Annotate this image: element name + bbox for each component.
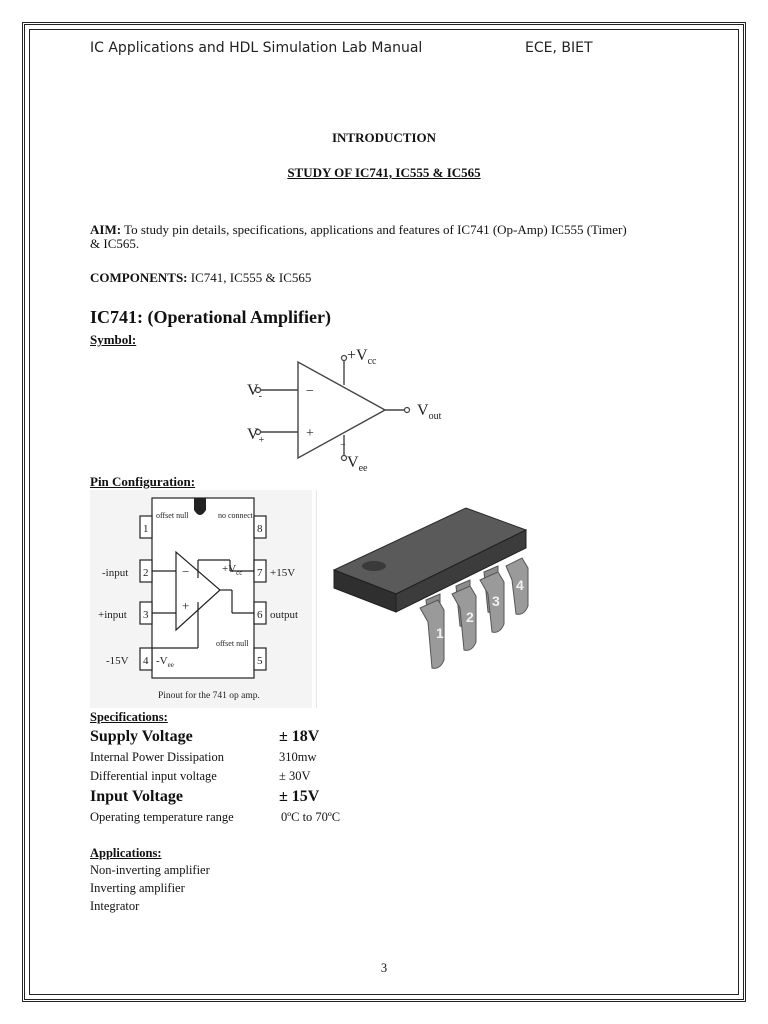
pin-1-inside-label: offset null [156,511,189,520]
aim-line-1 [90,222,627,238]
header-title: IC Applications and HDL Simulation Lab Manual [90,40,423,56]
components-label: COMPONENTS: [90,270,188,285]
pin-5-inside-label: offset null [216,639,249,648]
pinout-minus-sign: − [182,564,190,579]
chip-pin-1-number: 1 [436,625,444,641]
notch-mark [194,498,206,515]
v-plus-label: $V_+$ [247,426,265,446]
chip-pin-3-number: 3 [492,593,500,609]
pin-6-outside-label: output [270,609,299,621]
application-item: Inverting amplifier [90,881,185,895]
pin-5-number: 5 [257,655,263,667]
spec-power-dissipation-value: 310mw [279,750,317,764]
pin-1-number: 1 [143,523,149,535]
pin-4-outside-label: -15V [106,655,129,667]
spec-diff-input-voltage-name: Differential input voltage [90,769,217,783]
spec-power-dissipation-name: Internal Power Dissipation [90,750,225,764]
pin-config-label: Pin Configuration: [90,474,196,489]
spec-operating-temp-value: 0ºC to 70ºC [281,810,341,824]
spec-diff-input-voltage-value: ± 30V [279,769,311,783]
section-title: IC741: (Operational Amplifier) [90,307,331,327]
pin-4-inside-label: $-V_{ee}$ [156,655,174,669]
spec-supply-voltage-name: Supply Voltage [90,728,193,745]
symbol-label: Symbol: [90,332,137,347]
aim-text-1: To study pin details, specifications, applications and features of IC741 (Op-Amp) IC555 (Timer) [121,222,627,237]
spec-operating-temp-name: Operating temperature range [90,810,234,824]
pin-7-outside-label: +15V [270,567,296,579]
ic741-chip-photo [316,490,541,708]
intro-heading: INTRODUCTION [331,130,436,145]
application-item: Non-inverting amplifier [90,863,210,877]
specifications-label: Specifications: [90,710,168,724]
aim-text-2: & IC565. [90,236,140,251]
pin-2-outside-label: -input [102,567,129,579]
pin-3-outside-label: +input [98,609,127,621]
vee-dash: − [340,440,346,451]
op-amp-symbol-diagram [230,340,470,475]
page-number: 3 [380,961,388,975]
spec-input-voltage-name: Input Voltage [90,788,183,805]
applications-label: Applications: [90,846,162,860]
chip-pin-4-number: 4 [516,577,524,593]
header-department: ECE, BIET [525,40,593,56]
pin-6-number: 6 [257,609,263,621]
study-title: STUDY OF IC741, IC555 & IC565 [287,165,481,180]
pinout-caption: Pinout for the 741 op amp. [158,691,260,701]
pin-3-number: 3 [143,609,149,621]
pin-8-number: 8 [257,523,263,535]
pin-7-inside-label: $+V_{cc}$ [222,563,243,577]
noninverting-sign: + [306,426,314,441]
components-line [90,270,311,286]
chip-pin-2-number: 2 [466,609,474,625]
pin-2-number: 2 [143,567,149,579]
pin-8-inside-label: no connect [218,511,253,520]
inverting-sign: − [306,384,314,399]
aim-label: AIM: [90,222,122,237]
spec-supply-voltage-value: ± 18V [279,728,320,745]
application-item: Integrator [90,899,140,913]
components-text: IC741, IC555 & IC565 [187,270,312,285]
pin-4-number: 4 [143,655,149,667]
vcc-label: $+V_{cc}$ [347,347,377,367]
v-minus-label: $V_-$ [247,382,262,402]
spec-input-voltage-value: ± 15V [279,788,320,805]
vee-label: $V_{ee}$ [347,454,368,474]
pinout-plus-sign: + [182,598,190,613]
pin-7-number: 7 [257,567,263,579]
pinout-diagram [90,490,312,708]
vout-label: $V_{out}$ [417,402,442,422]
